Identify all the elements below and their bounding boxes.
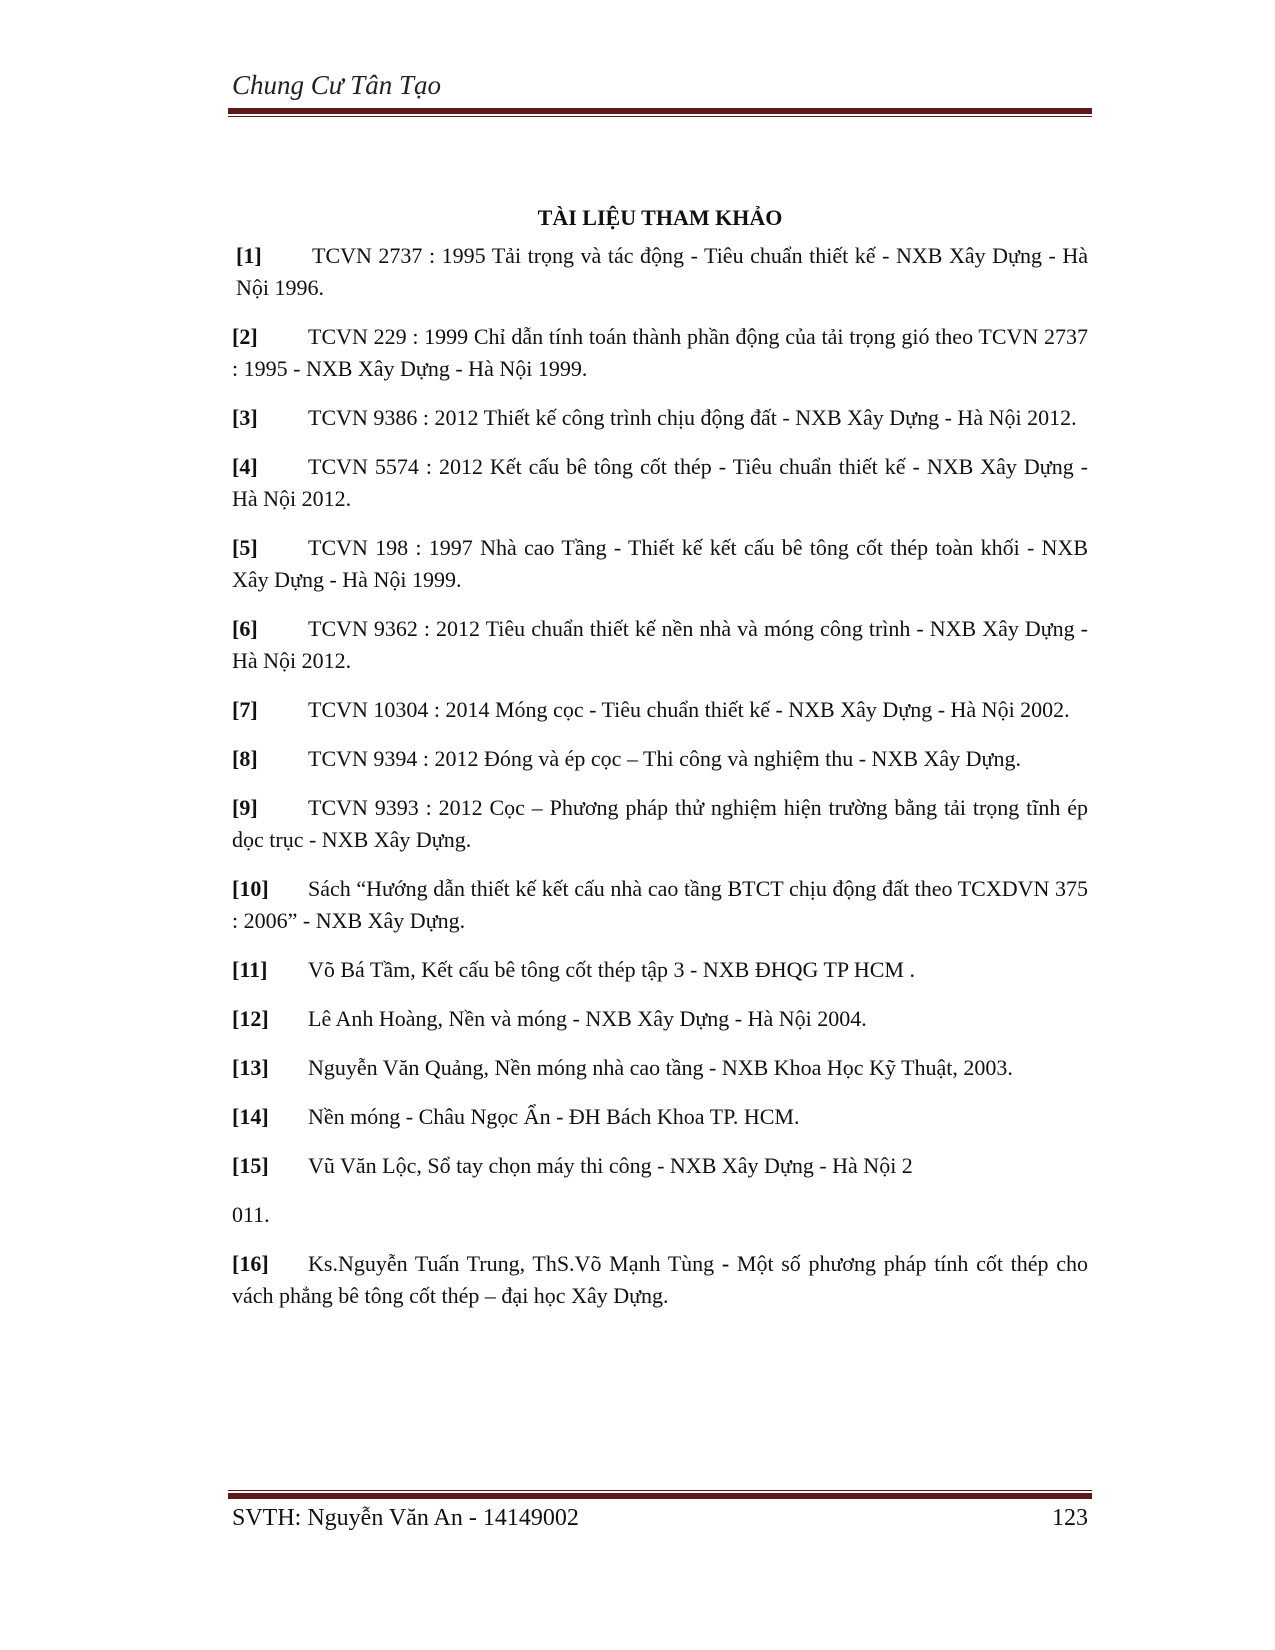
page-number: 123 bbox=[1052, 1505, 1088, 1531]
reference-item bbox=[232, 792, 1088, 856]
reference-number: [15] bbox=[232, 1153, 269, 1178]
reference-text: TCVN 2737 : 1995 Tải trọng và tác động - Tiêu chuẩn thiết kế - NXB Xây Dựng - Hà Nội 1996. bbox=[236, 243, 1088, 300]
reference-item bbox=[232, 954, 1088, 986]
reference-item bbox=[232, 694, 1088, 726]
reference-number: [7] bbox=[232, 697, 258, 722]
reference-text: TCVN 10304 : 2014 Móng cọc - Tiêu chuẩn thiết kế - NXB Xây Dựng - Hà Nội 2002. bbox=[308, 697, 1070, 722]
reference-text: TCVN 229 : 1999 Chỉ dẫn tính toán thành phần động của tải trọng gió theo TCVN 2737 : 1995 - NXB Xây Dựng - Hà Nội 1999. bbox=[232, 324, 1088, 381]
reference-text: Võ Bá Tầm, Kết cấu bê tông cốt thép tập 3 - NXB ĐHQG TP HCM . bbox=[308, 957, 915, 982]
reference-number: [12] bbox=[232, 1006, 269, 1031]
reference-number: [6] bbox=[232, 616, 258, 641]
reference-content bbox=[232, 202, 1088, 1329]
reference-number: [2] bbox=[232, 324, 258, 349]
reference-item bbox=[232, 613, 1088, 677]
reference-number: [14] bbox=[232, 1104, 269, 1129]
reference-text: Vũ Văn Lộc, Sổ tay chọn máy thi công - NXB Xây Dựng - Hà Nội 2 bbox=[308, 1153, 913, 1178]
reference-text: TCVN 9394 : 2012 Đóng và ép cọc – Thi công và nghiệm thu - NXB Xây Dựng. bbox=[308, 746, 1021, 771]
reference-number: [13] bbox=[232, 1055, 269, 1080]
reference-item bbox=[232, 240, 1088, 304]
reference-text: 011. bbox=[232, 1202, 270, 1227]
reference-item bbox=[232, 1052, 1088, 1084]
reference-number: [16] bbox=[232, 1251, 269, 1276]
footer-author: SVTH: Nguyễn Văn An - 14149002 bbox=[232, 1505, 579, 1531]
reference-text: TCVN 5574 : 2012 Kết cấu bê tông cốt thép - Tiêu chuẩn thiết kế - NXB Xây Dựng - Hà Nội 2012. bbox=[232, 454, 1088, 511]
reference-continuation bbox=[232, 1199, 1088, 1231]
reference-text: TCVN 9362 : 2012 Tiêu chuẩn thiết kế nền nhà và móng công trình - NXB Xây Dựng - Hà Nội 2012. bbox=[232, 616, 1088, 673]
reference-item bbox=[232, 1101, 1088, 1133]
reference-number: [4] bbox=[232, 454, 258, 479]
reference-item bbox=[232, 873, 1088, 937]
reference-text: Một số phương pháp tính cốt thép cho vách phẳng bê tông cốt thép – đại học Xây Dựng. bbox=[232, 1251, 1088, 1308]
header-rule bbox=[228, 108, 1092, 117]
reference-item bbox=[232, 402, 1088, 434]
reference-item bbox=[232, 321, 1088, 385]
reference-item bbox=[232, 1003, 1088, 1035]
reference-text: Lê Anh Hoàng, Nền và móng - NXB Xây Dựng - Hà Nội 2004. bbox=[308, 1006, 867, 1031]
page-title: TÀI LIỆU THAM KHẢO bbox=[537, 205, 783, 230]
reference-item bbox=[232, 1248, 1088, 1312]
reference-item bbox=[232, 743, 1088, 775]
reference-text: Nguyễn Văn Quảng, Nền móng nhà cao tầng - NXB Khoa Học Kỹ Thuật, 2003. bbox=[308, 1055, 1013, 1080]
reference-number: [8] bbox=[232, 746, 258, 771]
reference-item bbox=[232, 451, 1088, 515]
reference-number: [1] bbox=[236, 243, 262, 268]
reference-number: [3] bbox=[232, 405, 258, 430]
reference-text: Ks.Nguyễn Tuấn Trung, ThS.Võ Mạnh Tùng bbox=[308, 1251, 715, 1276]
reference-text: TCVN 9393 : 2012 Cọc – Phương pháp thử nghiệm hiện trường bằng tải trọng tĩnh ép dọc trục - NXB Xây Dựng. bbox=[232, 795, 1088, 852]
reference-text: TCVN 9386 : 2012 Thiết kế công trình chịu động đất - NXB Xây Dựng - Hà Nội 2012. bbox=[308, 405, 1077, 430]
reference-number: [10] bbox=[232, 876, 269, 901]
reference-separator: - bbox=[714, 1251, 737, 1276]
reference-item bbox=[232, 532, 1088, 596]
reference-number: [11] bbox=[232, 957, 268, 982]
reference-item bbox=[232, 1150, 1088, 1182]
reference-number: [5] bbox=[232, 535, 258, 560]
reference-text: TCVN 198 : 1997 Nhà cao Tầng - Thiết kế kết cấu bê tông cốt thép toàn khối - NXB Xây Dựng - Hà Nội 1999. bbox=[232, 535, 1088, 592]
footer-rule bbox=[228, 1490, 1092, 1499]
reference-number: [9] bbox=[232, 795, 258, 820]
reference-text: Nền móng - Châu Ngọc Ẩn - ĐH Bách Khoa TP. HCM. bbox=[308, 1104, 800, 1129]
header-title: Chung Cư Tân Tạo bbox=[232, 70, 442, 100]
reference-text: Sách “Hướng dẫn thiết kế kết cấu nhà cao tầng BTCT chịu động đất theo TCXDVN 375 : 2006” - NXB Xây Dựng. bbox=[232, 876, 1088, 933]
